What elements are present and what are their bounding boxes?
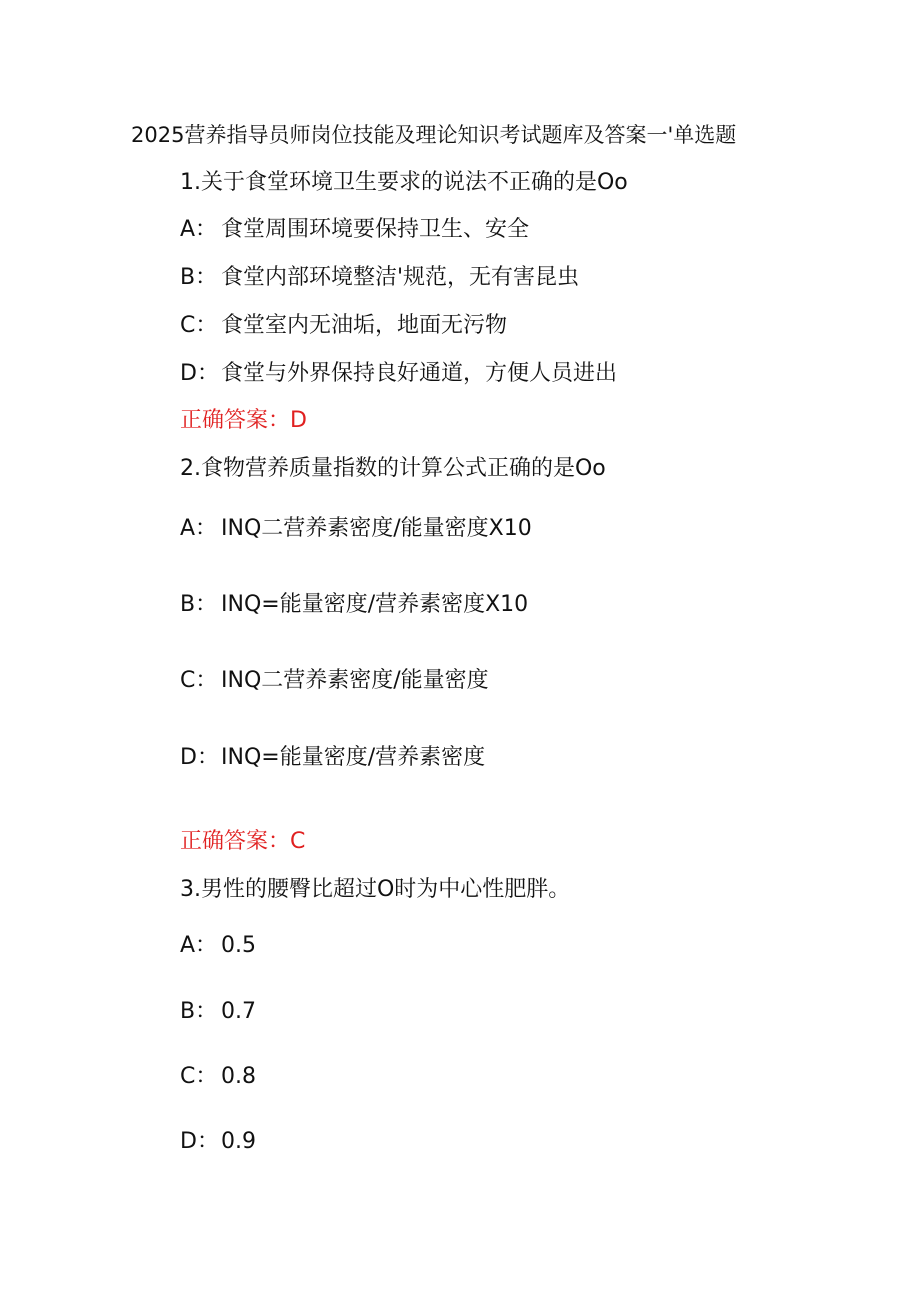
option-text: 食堂周围环境要保持卫生、安全 [221, 217, 530, 242]
question-2-option-a [180, 514, 532, 544]
option-text: 食堂内部环境整洁'规范，无有害昆虫 [221, 265, 580, 290]
option-key: D： [180, 361, 219, 386]
question-3-option-d [180, 1127, 256, 1157]
option-text: INQ二营养素密度/能量密度 [221, 668, 489, 693]
question-1-answer: 正确答案：D [180, 408, 307, 433]
question-2-option-c [180, 666, 489, 696]
option-key: A： [180, 217, 218, 242]
question-1-option-c [180, 311, 507, 341]
document-title: 2025营养指导员师岗位技能及理论知识考试题库及答案一'单选题 [131, 123, 737, 147]
option-key: C： [180, 313, 218, 338]
option-key: A： [180, 933, 218, 958]
option-text: 0.9 [221, 1129, 256, 1154]
question-1-option-b [180, 263, 579, 293]
question-2-stem: 2.食物营养质量指数的计算公式正确的是Oo [180, 456, 606, 481]
option-text: INQ=能量密度/营养素密度 [221, 745, 486, 770]
option-text: 食堂与外界保持良好通道，方便人员进出 [221, 361, 618, 386]
option-key: C： [180, 1064, 218, 1089]
question-3-option-a [180, 931, 256, 961]
option-key: B： [180, 592, 218, 617]
option-text: 0.7 [221, 999, 256, 1024]
option-text: INQ二营养素密度/能量密度X10 [221, 516, 532, 541]
question-1-option-a [180, 215, 529, 245]
option-text: 0.8 [221, 1064, 256, 1089]
question-1-stem: 1.关于食堂环境卫生要求的说法不正确的是Oo [180, 170, 628, 195]
option-key: B： [180, 265, 218, 290]
question-3-option-c [180, 1062, 256, 1092]
option-key: A： [180, 516, 218, 541]
option-key: C： [180, 668, 218, 693]
option-text: 0.5 [221, 933, 256, 958]
question-3-stem: 3.男性的腰臀比超过O时为中心性肥胖。 [180, 877, 571, 902]
question-2-option-d [180, 743, 485, 773]
question-2-option-b [180, 590, 528, 620]
option-text: INQ=能量密度/营养素密度X10 [221, 592, 529, 617]
question-2-answer: 正确答案：C [180, 829, 306, 854]
option-key: D： [180, 1129, 219, 1154]
option-text: 食堂室内无油垢，地面无污物 [221, 313, 508, 338]
question-3-option-b [180, 997, 256, 1027]
option-key: D： [180, 745, 219, 770]
question-1-option-d [180, 359, 617, 389]
option-key: B： [180, 999, 218, 1024]
